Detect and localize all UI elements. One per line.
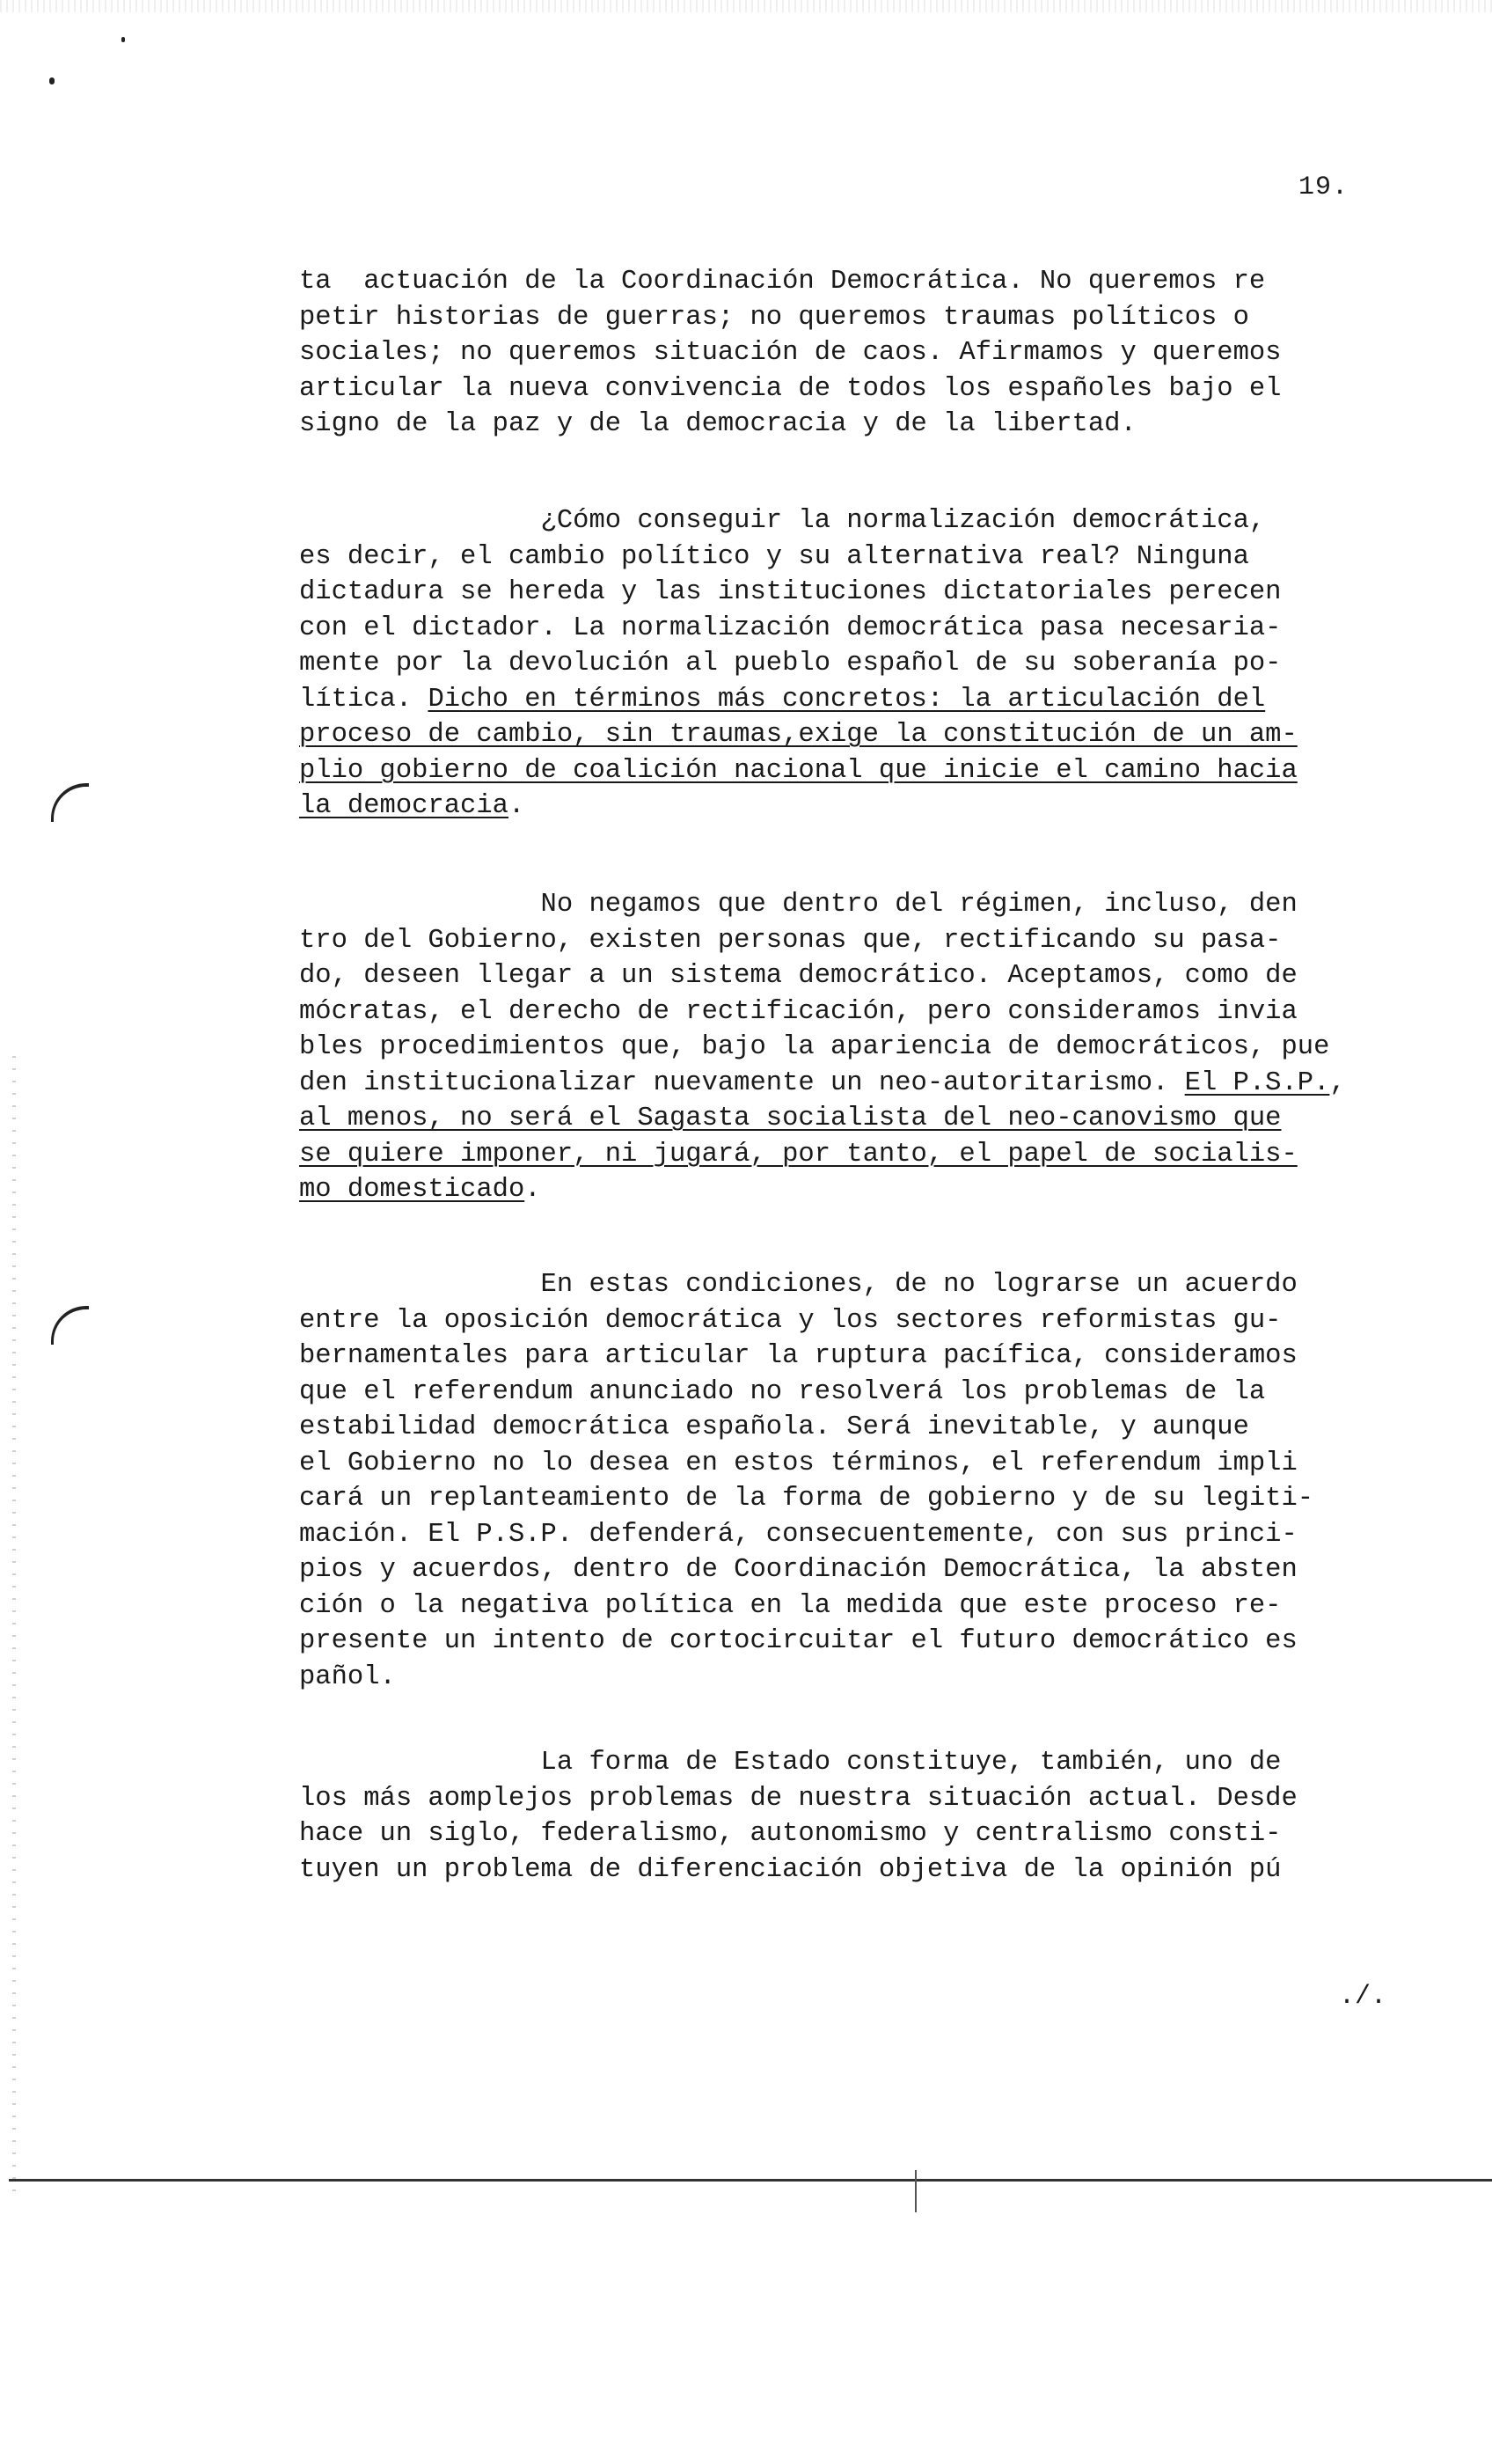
text-segment: den institucionalizar nuevamente un neo-autoritarismo. [299, 1067, 1185, 1098]
text-line: sociales; no queremos situación de caos. Afirmamos y queremos [299, 338, 1282, 368]
text-line: mación. El P.S.P. defenderá, consecuentemente, con sus princi- [299, 1519, 1298, 1550]
text-line: estabilidad democrática española. Será inevitable, y aunque [299, 1412, 1249, 1442]
text-line: presente un intento de cortocircuitar el futuro democrático es [299, 1626, 1298, 1656]
underlined-text: El P.S.P. [1184, 1067, 1330, 1098]
underlined-text: plio gobierno de coalición nacional que inicie el camino hacia [299, 755, 1298, 786]
text-line: mócratas, el derecho de rectificación, pero consideramos invia [299, 996, 1298, 1027]
text-line: pios y acuerdos, dentro de Coordinación Democrática, la absten [299, 1555, 1298, 1585]
text-segment: lítica. [299, 684, 428, 715]
punch-hole-mark [51, 783, 89, 822]
text-line: bles procedimientos que, bajo la apariencia de democráticos, pue [299, 1032, 1330, 1062]
text-line: entre la oposición democrática y los sectores reformistas gu- [299, 1305, 1282, 1336]
page-number: 19. [1298, 172, 1349, 202]
text-line: En estas condiciones, de no lograrse un acuerdo [299, 1270, 1298, 1300]
text-segment: . [524, 1175, 541, 1205]
text-line: dictadura se hereda y las instituciones dictatoriales perecen [299, 577, 1282, 607]
scan-speck [121, 37, 125, 42]
rule-tick [915, 2170, 917, 2212]
text-line-mixed [299, 682, 1425, 718]
text-line: signo de la paz y de la democracia y de la libertad. [299, 409, 1137, 439]
paragraph-1 [299, 264, 1425, 443]
punch-hole-mark [51, 1306, 89, 1345]
underlined-text: se quiere imponer, ni jugará, por tanto, el papel de socialis- [299, 1139, 1298, 1170]
paragraph-3 [299, 887, 1425, 1208]
text-line: con el dictador. La normalización democrática pasa necesaria- [299, 612, 1282, 643]
scan-speck [49, 77, 55, 84]
text-line: cará un replanteamiento de la forma de gobierno y de su legiti- [299, 1484, 1314, 1514]
text-line-mixed: den institucionalizar nuevamente un neo-autoritarismo. El P.S.P., [299, 1067, 1346, 1098]
underlined-text: al menos, no será el Sagasta socialista del neo-canovismo que [299, 1104, 1282, 1133]
text-line: el Gobierno no lo desea en estos términos, el referendum impli [299, 1448, 1298, 1478]
text-line: pañol. [299, 1661, 396, 1692]
text-segment: . [508, 791, 525, 821]
continuation-mark: ./. [1339, 1982, 1387, 2012]
text-line: mente por la devolución al pueblo español de su soberanía po- [299, 649, 1282, 678]
text-line: ción o la negativa política en la medida que este proceso re- [299, 1590, 1282, 1621]
text-line-mixed [299, 788, 1425, 825]
underlined-text: Dicho en términos más concretos: la articulación del [428, 684, 1266, 715]
text-line: do, deseen llegar a un sistema democrático. Aceptamos, como de [299, 961, 1298, 991]
text-line: ¿Cómo conseguir la normalización democrática, [299, 506, 1266, 536]
text-line: La forma de Estado constituye, también, uno de [299, 1748, 1282, 1778]
text-line: hace un siglo, federalismo, autonomismo y centralismo consti- [299, 1819, 1282, 1849]
text-line: bernamentales para articular la ruptura pacífica, consideramos [299, 1341, 1298, 1371]
text-line-mixed [299, 1172, 1425, 1208]
text-line: articular la nueva convivencia de todos los españoles bajo el [299, 373, 1282, 404]
paragraph-5 [299, 1745, 1425, 1888]
underlined-text: proceso de cambio, sin traumas,exige la constitución de un am- [299, 720, 1298, 750]
paragraph-4 [299, 1267, 1425, 1695]
page-bottom-rule [9, 2179, 1492, 2182]
text-line: es decir, el cambio político y su alternativa real? Ninguna [299, 541, 1249, 572]
scan-margin-dots [12, 1056, 16, 2200]
text-line: que el referendum anunciado no resolverá los problemas de la [299, 1376, 1266, 1407]
text-line: petir historias de guerras; no queremos traumas políticos o [299, 302, 1249, 333]
text-line: tuyen un problema de diferenciación objetiva de la opinión pú [299, 1854, 1282, 1885]
scan-edge-noise [0, 0, 1492, 12]
underlined-text: la democracia [299, 791, 508, 821]
text-line: los más aomplejos problemas de nuestra situación actual. Desde [299, 1783, 1298, 1814]
text-line: tro del Gobierno, existen personas que, rectificando su pasa- [299, 925, 1282, 956]
text-line: No negamos que dentro del régimen, incluso, den [299, 890, 1298, 920]
paragraph-2 [299, 503, 1425, 825]
text-line: ta actuación de la Coordinación Democrática. No queremos re [299, 267, 1266, 297]
underlined-text: mo domesticado [299, 1175, 525, 1205]
